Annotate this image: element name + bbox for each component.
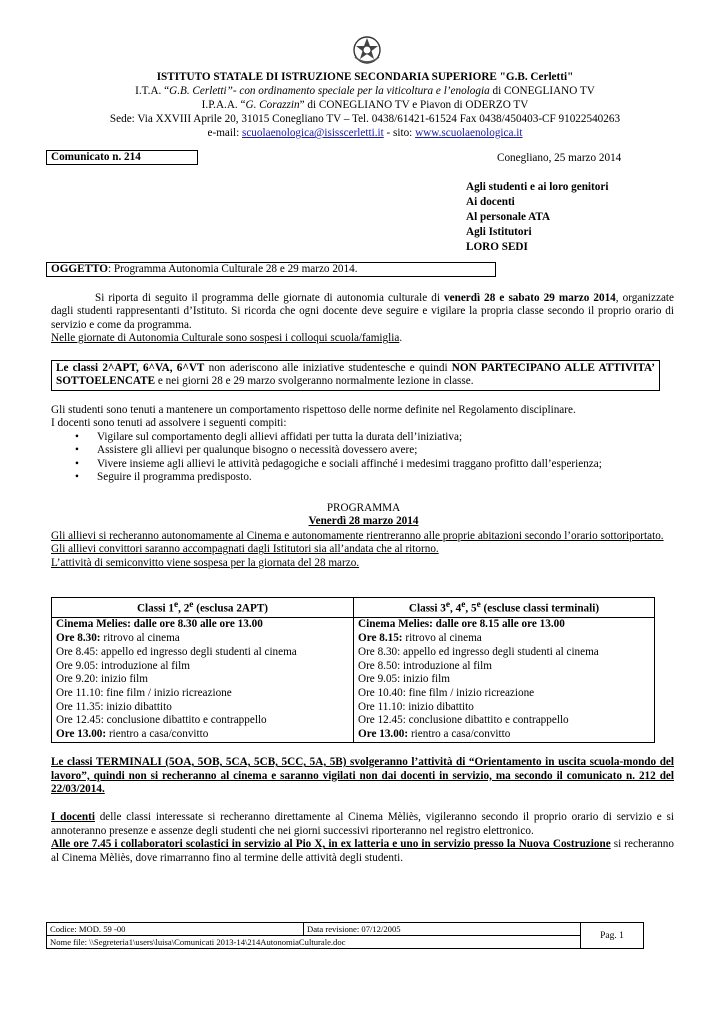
email-label: e-mail: xyxy=(207,127,242,139)
col2-header-text: , 4 xyxy=(450,602,462,615)
footer-revision: Data revisione: 07/12/2005 xyxy=(304,923,581,936)
schedule-line xyxy=(358,673,650,687)
schedule-activity: Ore 9.20: inizio film xyxy=(56,673,148,686)
list-item: • Assistere gli allievi per qualunque bisogno o necessità dovessero avere; xyxy=(51,444,676,457)
sup: e xyxy=(173,600,179,610)
recipients-list xyxy=(466,180,608,255)
italian-republic-emblem-icon xyxy=(352,33,382,67)
list-item: • Seguire il programma predisposto. xyxy=(51,471,676,484)
schedule-time: Ore 8.15: xyxy=(358,632,403,645)
colloqui-period: . xyxy=(399,332,403,345)
staff-notice: Alle ore 7.45 i collaboratori scolastici in servizio al Pio X, in ex latteria e uno in servizio presso la Nuova Costruzione xyxy=(51,838,611,851)
staff-text: si recheranno al Cinema Mèliès, dove rimarranno fino al termine delle attività degli studenti. xyxy=(51,838,674,864)
recipient: Agli Istitutori xyxy=(466,226,532,238)
recipient: Al personale ATA xyxy=(466,211,551,223)
excluded-classes-box xyxy=(51,360,660,391)
schedule-time: Ore 13.00: xyxy=(56,728,107,741)
schedule-line xyxy=(358,660,650,674)
schedule-line xyxy=(56,701,349,715)
footer-code: Codice: MOD. 59 -00 xyxy=(47,923,304,936)
teacher-duties-list xyxy=(51,431,676,485)
ipaa-location: ” di CONEGLIANO TV e Piavon di ODERZO TV xyxy=(299,99,529,111)
schedule-activity: Ore 9.05: inizio film xyxy=(358,673,450,686)
schedule-time: Cinema Melies: dalle ore 8.15 alle ore 13.00 xyxy=(358,618,565,631)
sup: e xyxy=(189,600,194,610)
conduct-students: Gli studenti sono tenuti a mantenere un comportamento rispettoso delle norme definite nel Regolamento disciplinare. xyxy=(51,404,576,416)
schedule-time: Ore 8.30: xyxy=(56,632,101,645)
footer-filename: Nome file: \\Segreteria1\users\luisa\Comunicati 2013-14\214AutonomiaCulturale.doc xyxy=(47,936,581,949)
ipaa-name: G. Corazzin xyxy=(245,99,300,111)
comunicato-number: Comunicato n. 214 xyxy=(46,150,198,165)
teachers-paragraph xyxy=(51,811,674,865)
intro-paragraph xyxy=(51,292,674,346)
schedule-line xyxy=(358,618,650,632)
oggetto-box xyxy=(46,262,496,277)
site-link[interactable]: www.scuolaenologica.it xyxy=(415,127,523,139)
school-header xyxy=(40,70,690,140)
col2-header xyxy=(354,598,655,618)
col2-header-text: , 5 xyxy=(465,602,477,615)
intro-text: Si riporta di seguito il programma delle giornate di autonomia culturale di xyxy=(95,292,445,304)
recipient: Agli studenti e ai loro genitori xyxy=(466,181,609,193)
excluded-text: non aderiscono alle iniziative studentesche e quindi xyxy=(204,362,452,374)
schedule-line xyxy=(56,673,349,687)
col1-schedule xyxy=(52,618,354,742)
schedule-line xyxy=(56,618,349,632)
schedule-line xyxy=(56,728,349,742)
schedule-activity: ritrovo al cinema xyxy=(100,632,180,645)
program-notes xyxy=(51,530,676,570)
schedule-activity: Ore 10.40: fine film / inizio ricreazione xyxy=(358,686,535,699)
program-heading xyxy=(51,502,676,529)
schedule-activity: rientro a casa/convitto xyxy=(408,728,511,741)
schedule-line xyxy=(56,687,349,701)
program-day: Venerdì 28 marzo 2014 xyxy=(308,515,419,528)
schedule-activity: Ore 8.50: introduzione al film xyxy=(358,659,492,672)
conduct-teachers: I docenti sono tenuti ad assolvere i seguenti compiti: xyxy=(51,417,287,430)
header-contacts xyxy=(40,126,690,140)
document-footer xyxy=(46,922,644,949)
email-link[interactable]: scuolaenologica@isisscerletti.it xyxy=(241,127,384,139)
schedule-activity: Ore 12.45: conclusione dibattito e contrappello xyxy=(56,714,267,727)
col2-header-text: (escluse classi terminali) xyxy=(480,602,600,615)
ita-description: ”- con ordinamento speciale per la viticoltura e l’enologia xyxy=(226,85,490,97)
col1-header xyxy=(52,598,354,618)
list-item: • Vivere insieme agli allievi le attività pedagogiche e sociali affinché i medesimi traggano profitto dall’esperienza; xyxy=(51,458,676,471)
schedule-activity: Ore 8.30: appello ed ingresso degli studenti al cinema xyxy=(358,645,599,658)
ita-location: di CONEGLIANO TV xyxy=(489,85,595,97)
col1-header-text: Classi 1 xyxy=(136,602,174,615)
schedule-line xyxy=(358,632,650,646)
schedule-activity: Ore 12.45: conclusione dibattito e contrappello xyxy=(358,714,569,727)
schedule-line xyxy=(56,632,349,646)
not-participating-notice: NON PARTECIPANO ALLE ATTIVITA’ SOTTOELENCATE xyxy=(56,362,656,388)
schedule-activity: Ore 11.10: inizio dibattito xyxy=(358,700,474,713)
program-note: L’attività di semiconvitto viene sospesa per la giornata del 28 marzo. xyxy=(51,556,360,569)
schedule-time: Cinema Melies: dalle ore 8.30 alle ore 13.00 xyxy=(56,618,263,631)
col1-header-text: (esclusa 2APT) xyxy=(193,602,269,615)
sup: e xyxy=(476,600,481,610)
ita-prefix: I.T.A. “ xyxy=(135,85,170,97)
schedule-table xyxy=(51,597,655,743)
schedule-line xyxy=(358,728,650,742)
header-ita-line xyxy=(40,84,690,98)
oggetto-label: OGGETTO xyxy=(51,263,108,275)
schedule-activity: rientro a casa/convitto xyxy=(106,728,209,741)
footer-page: Pag. 1 xyxy=(581,923,644,949)
schedule-activity: Ore 8.45: appello ed ingresso degli studenti al cinema xyxy=(56,645,297,658)
table-row xyxy=(52,618,655,742)
document-date: Conegliano, 25 marzo 2014 xyxy=(497,152,622,164)
schedule-line xyxy=(358,714,650,728)
excluded-text-cont: e nei giorni 28 e 29 marzo svolgeranno normalmente lezione in classe. xyxy=(155,375,474,388)
program-title: PROGRAMMA xyxy=(326,502,401,514)
school-name: ISTITUTO STATALE DI ISTRUZIONE SECONDARIA SUPERIORE "G.B. Cerletti" xyxy=(156,71,574,83)
col2-schedule xyxy=(354,618,655,742)
excluded-classes: Le classi 2^APT, 6^VA, 6^VT xyxy=(56,362,205,374)
program-note: Gli allievi convittori saranno accompagnati dagli Istitutori sia all’andata che al ritorno. xyxy=(51,543,439,556)
site-label: - sito: xyxy=(383,127,416,139)
sup: e xyxy=(461,600,466,610)
schedule-line xyxy=(56,660,349,674)
intro-text-cont: , organizzate dagli studenti rappresentanti d’Istituto. Si ricorda che ogni docente deve seguire e vigilare la propria classe secondo il proprio orario di servizio e come da programma. xyxy=(51,292,674,331)
header-address: Sede: Via XXVIII Aprile 20, 31015 Conegliano TV – Tel. 0438/61421-61524 Fax 0438/450403-CF 91022540263 xyxy=(109,113,621,125)
schedule-activity: Ore 11.10: fine film / inizio ricreazione xyxy=(56,686,232,699)
intro-dates: venerdì 28 e sabato 29 marzo 2014 xyxy=(444,292,616,304)
schedule-activity: Ore 11.35: inizio dibattito xyxy=(56,700,172,713)
col1-header-text: , 2 xyxy=(178,602,190,615)
teachers-label: I docenti xyxy=(51,811,95,823)
schedule-activity: Ore 9.05: introduzione al film xyxy=(56,659,190,672)
ipaa-prefix: I.P.A.A. “ xyxy=(201,99,246,111)
colloqui-note: Nelle giornate di Autonomia Culturale sono sospesi i colloqui scuola/famiglia xyxy=(51,332,400,345)
header-ipaa-line xyxy=(40,98,690,112)
schedule-line xyxy=(56,714,349,728)
teachers-text: delle classi interessate si recheranno direttamente al Cinema Mèliès, vigileranno secondo il proprio orario di servizio e si annoteranno presenze e assenze degli studenti che nei giorni successivi riporteranno nel registro elettronico. xyxy=(51,811,674,837)
program-note: Gli allievi si recheranno autonomamente al Cinema e autonomamente rientreranno alle proprie abitazioni secondo l’orario sottoriportato. xyxy=(51,530,664,542)
sup: e xyxy=(445,600,451,610)
oggetto-text: : Programma Autonomia Culturale 28 e 29 marzo 2014. xyxy=(108,263,358,275)
schedule-line xyxy=(358,646,650,660)
final-classes-notice: Le classi TERMINALI (5OA, 5OB, 5CA, 5CB, 5CC, 5A, 5B) svolgeranno l’attività di “Orientamento in uscita scuola-mondo del lavoro”, quindi non si recheranno al cinema e saranno vigilati non dai docenti in servizio, ma secondo il comunicato n. 212 del 22/03/2014. xyxy=(51,756,674,796)
recipient: Ai docenti xyxy=(466,196,515,208)
schedule-activity: ritrovo al cinema xyxy=(402,632,482,645)
schedule-line xyxy=(56,646,349,660)
schedule-line xyxy=(358,701,650,715)
conduct-section xyxy=(51,404,676,484)
list-item: • Vigilare sul comportamento degli allievi affidati per tutta la durata dell’iniziativa; xyxy=(51,431,676,444)
col2-header-text: Classi 3 xyxy=(408,602,446,615)
ita-name: G.B. Cerletti xyxy=(169,85,227,97)
schedule-line xyxy=(358,687,650,701)
recipient: LORO SEDI xyxy=(466,241,528,253)
schedule-time: Ore 13.00: xyxy=(358,728,409,741)
table-header-row xyxy=(52,598,655,618)
